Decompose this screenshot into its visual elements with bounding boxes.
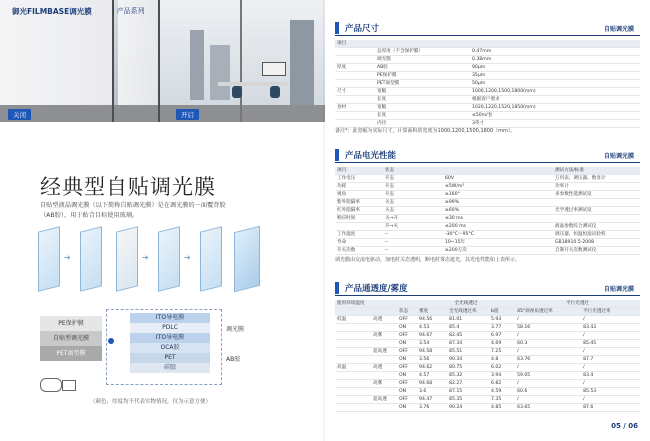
table-row xyxy=(335,231,640,239)
table-cell: / xyxy=(581,316,640,324)
table-cell: 81.01 xyxy=(447,316,489,324)
table-cell xyxy=(371,372,397,380)
table-cell xyxy=(371,324,397,332)
table-row xyxy=(335,332,640,340)
table-cell: / xyxy=(515,396,581,404)
table-cell: 高雾 xyxy=(371,380,397,388)
table-row xyxy=(335,396,640,404)
section-label: 自贴调光膜 xyxy=(603,153,634,160)
table-header-cell xyxy=(335,308,371,316)
table-cell: 94.62 xyxy=(417,364,447,372)
table-header-cell: b值 xyxy=(489,308,515,316)
table-cell: ≤200 ms xyxy=(443,223,553,231)
table-row xyxy=(335,183,640,191)
table-cell: ON xyxy=(397,372,417,380)
table-cell: 4.8 xyxy=(489,356,515,364)
table-cell: 35μm xyxy=(470,72,640,80)
table-cell: 82.45 xyxy=(447,332,489,340)
table-row xyxy=(335,175,640,183)
table-cell: 58.16 xyxy=(515,324,581,332)
table-cell xyxy=(335,356,371,364)
table-cell: 1000,1200,1500,1800(mm) xyxy=(470,88,640,96)
table-row xyxy=(335,316,640,324)
film-stack xyxy=(40,316,102,361)
table-row xyxy=(335,72,640,80)
table-header-cell: 使用环境温度 xyxy=(335,300,417,308)
detail-layer-oca: OCA胶 xyxy=(130,343,210,353)
table-cell: 3.56 xyxy=(417,356,447,364)
layer-pe-protect: PE保护膜 xyxy=(40,316,102,331)
table-cell: 3.77 xyxy=(489,324,515,332)
section-header xyxy=(335,282,640,296)
table-cell: 82.27 xyxy=(447,380,489,388)
table-cell xyxy=(335,372,371,380)
table-cell: 3.76 xyxy=(417,404,447,412)
table-cell xyxy=(371,388,397,396)
table-cell: 高雾 xyxy=(371,332,397,340)
table-cell xyxy=(335,324,371,332)
glass-sheet xyxy=(234,226,260,292)
table-header-row xyxy=(335,308,640,316)
table-row xyxy=(335,167,640,175)
table-cell: 59.05 xyxy=(515,372,581,380)
table-cell xyxy=(335,396,371,404)
table-cell: 50μm xyxy=(470,80,640,88)
table-cell: 超高透 xyxy=(371,348,397,356)
table-cell: 63.76 xyxy=(515,356,581,364)
table-cell: GB18910.5-2008 xyxy=(553,239,640,247)
table-cell: 卷材 xyxy=(335,104,375,112)
film-sheet xyxy=(38,226,60,291)
marker-dot-icon xyxy=(108,338,114,344)
table-cell xyxy=(375,40,470,48)
table-row xyxy=(335,388,640,396)
table-cell xyxy=(335,388,371,396)
table-cell: -- xyxy=(383,239,443,247)
table-cell: 工作电压 xyxy=(335,175,383,183)
transmittance-table xyxy=(335,300,640,412)
table-header-cell xyxy=(371,308,397,316)
layer-pet-release: PET离型膜 xyxy=(40,346,102,361)
table-cell: 低温 xyxy=(335,316,371,324)
table-cell: 总厚度（不含保护膜） xyxy=(375,48,470,56)
table-cell: / xyxy=(581,348,640,356)
table-cell: 高温 xyxy=(335,364,371,372)
table-cell: 3.94 xyxy=(489,372,515,380)
table-cell: PET离型膜 xyxy=(375,80,470,88)
label-ab: AB胶 xyxy=(226,356,241,363)
table-cell: 长度 xyxy=(375,112,470,120)
table-cell: 87.6 xyxy=(581,404,640,412)
table-cell: 红外阻隔率 xyxy=(335,207,383,215)
arrow-right-icon: ➜ xyxy=(64,253,71,262)
table-cell: 关→开 xyxy=(383,215,443,223)
table-cell: 87.34 xyxy=(447,340,489,348)
table-cell: 宽幅 xyxy=(375,88,470,96)
chair-icon xyxy=(270,86,280,98)
table-cell: 工作温度 xyxy=(335,231,383,239)
table-cell: 开态 xyxy=(383,191,443,199)
table-cell: 开→关 xyxy=(383,223,443,231)
table-cell: 超高透 xyxy=(371,396,397,404)
section-header xyxy=(335,22,640,36)
table-cell: 光学透过率测试仪 xyxy=(553,207,640,215)
table-header-row xyxy=(335,300,640,308)
table-cell: 开态 xyxy=(383,175,443,183)
detail-layer-ito: ITO导电膜 xyxy=(130,313,210,323)
table-cell: 寿命 xyxy=(335,239,383,247)
table-cell: 视角 xyxy=(335,191,383,199)
brand-subtitle: | 产品系列 xyxy=(112,7,145,15)
table-cell xyxy=(335,112,375,120)
table-cell xyxy=(553,199,640,207)
table-cell: OFF xyxy=(397,396,417,404)
table-cell: ≤30 ms xyxy=(443,215,553,223)
table-cell: 4.59 xyxy=(489,388,515,396)
table-cell xyxy=(335,332,371,340)
table-cell: ON xyxy=(397,324,417,332)
table-row xyxy=(335,96,640,104)
table-cell: 90.34 xyxy=(447,356,489,364)
table-cell: / xyxy=(515,348,581,356)
table-cell: 调压器、恒温恒湿试验机 xyxy=(553,231,640,239)
section-label: 自贴调光膜 xyxy=(603,26,634,33)
table-cell: 4.85 xyxy=(489,404,515,412)
table-cell: 6.82 xyxy=(489,380,515,388)
detail-layer-silicone: 硅胶 xyxy=(130,363,210,373)
table-cell: ON xyxy=(397,356,417,364)
table-row xyxy=(335,223,640,231)
table-header-cell: 全光线透过率 xyxy=(447,308,489,316)
table-row xyxy=(335,112,640,120)
table-cell: OFF xyxy=(397,380,417,388)
table-row xyxy=(335,104,640,112)
table-header-cell: 全光线透过 xyxy=(417,300,515,308)
table-cell: 85.45 xyxy=(581,340,640,348)
table-cell xyxy=(371,404,397,412)
table-cell xyxy=(470,40,640,48)
section-divider xyxy=(335,35,640,36)
illustration-note: （颜色、厚度均不代表实物情况，仅为示意方便） xyxy=(90,399,212,405)
layer-self-adhesive-film: 自贴型调光膜 xyxy=(40,331,102,346)
table-row xyxy=(335,199,640,207)
table-cell: 3.6 xyxy=(417,388,447,396)
table-cell: 关态 xyxy=(383,199,443,207)
table-cell xyxy=(335,348,371,356)
table-row xyxy=(335,356,640,364)
film-roll-icon xyxy=(40,378,62,392)
table-cell: 90.24 xyxy=(447,404,489,412)
table-cell: 宽幅 xyxy=(375,104,470,112)
table-header-cell: 状态 xyxy=(397,308,417,316)
label-film: 调光膜 xyxy=(226,326,245,333)
table-row xyxy=(335,348,640,356)
table-cell: 功耗 xyxy=(335,183,383,191)
table-cell: 0.47mm xyxy=(470,48,640,56)
table-cell: 项目 xyxy=(335,167,383,175)
table-row xyxy=(335,80,640,88)
table-row xyxy=(335,56,640,64)
monitor-icon xyxy=(262,62,286,76)
table-cell xyxy=(335,72,375,80)
table-header-cell: 雾度 xyxy=(417,308,447,316)
table-cell: ≥99% xyxy=(443,199,553,207)
chair-icon xyxy=(232,86,242,98)
table-cell: 80.75 xyxy=(447,364,489,372)
table-cell: 高透 xyxy=(371,316,397,324)
table-cell: 紫外阻隔率 xyxy=(335,199,383,207)
table-cell: 多参数性能测试仪 xyxy=(553,191,640,199)
table-cell xyxy=(335,223,383,231)
table-row xyxy=(335,88,640,96)
table-cell: 状态 xyxy=(383,167,443,175)
photo-building xyxy=(290,20,314,105)
table-row xyxy=(335,48,640,56)
table-cell xyxy=(371,340,397,348)
table-row xyxy=(335,215,640,223)
table-cell: / xyxy=(515,316,581,324)
table-cell: 万用表、调压器、数显计 xyxy=(553,175,640,183)
table-header-cell: 平行光透过 xyxy=(515,300,640,308)
table-cell xyxy=(335,340,371,348)
section-title: 产品通透度/雾度 xyxy=(345,284,408,294)
arrow-right-icon: ➜ xyxy=(184,253,191,262)
table-cell: 94.68 xyxy=(417,380,447,388)
table-cell: 内径 xyxy=(375,120,470,128)
table-cell: 83.43 xyxy=(581,324,640,332)
table-cell: / xyxy=(581,380,640,388)
table-cell: / xyxy=(581,332,640,340)
table-cell: 90μm xyxy=(470,64,640,72)
page-number: 05 / 06 xyxy=(611,422,638,430)
table-cell xyxy=(335,404,371,412)
table-cell: ≤50m/卷 xyxy=(470,112,640,120)
section-bar xyxy=(335,22,339,34)
table-cell xyxy=(335,56,375,64)
tag-off: 关闭 xyxy=(8,109,31,120)
film-sheets-illustration xyxy=(38,225,268,297)
table-cell: 85.35 xyxy=(447,396,489,404)
table-cell: -- xyxy=(383,231,443,239)
size-table xyxy=(335,40,640,128)
table-cell: ON xyxy=(397,404,417,412)
table-cell: 4.53 xyxy=(417,324,447,332)
table-row xyxy=(335,64,640,72)
detail-layer-pdlc: PDLC xyxy=(130,323,210,333)
table-cell: 长度 xyxy=(375,96,470,104)
size-note: 备注*：此宽幅为实际尺寸，计算面积的宽度为1000,1200,1500,1800（mm）。 xyxy=(335,128,516,134)
table-cell: 功率计 xyxy=(553,183,640,191)
table-cell: / xyxy=(581,364,640,372)
table-cell: 94.56 xyxy=(417,316,447,324)
table-row xyxy=(335,239,640,247)
table-cell: PE保护膜 xyxy=(375,72,470,80)
section-divider xyxy=(335,162,640,163)
optics-note: 调光膜由交流电驱动，加电时关态透明，断电时雾态遮光，其光电性能如上表所示。 xyxy=(335,257,521,263)
product-description: 自贴型液晶调光膜（以下简称自贴调光膜）是在调光膜的一面覆背胶（AB胶），用于贴合目标使用玻璃。 xyxy=(40,202,226,219)
table-cell: ≥60% xyxy=(443,207,553,215)
table-cell: 开态 xyxy=(383,183,443,191)
arrow-right-icon: ➜ xyxy=(142,253,149,262)
table-cell: 响应时间 xyxy=(335,215,383,223)
table-cell: 85.4 xyxy=(447,324,489,332)
table-header-cell: 平行光透过率 xyxy=(581,308,640,316)
table-cell xyxy=(335,380,371,388)
table-cell xyxy=(371,356,397,364)
table-row xyxy=(335,191,640,199)
table-cell: 87.7 xyxy=(581,356,640,364)
table-cell: ≤5W/m² xyxy=(443,183,553,191)
page-title: 经典型自贴调光膜 xyxy=(40,175,216,199)
product-photo xyxy=(0,0,325,122)
table-cell: AB胶 xyxy=(375,64,470,72)
table-cell xyxy=(443,167,553,175)
table-cell: / xyxy=(581,396,640,404)
section-bar xyxy=(335,149,339,161)
brand-name: 御光FILMBASE调光膜 xyxy=(12,7,92,16)
table-cell: 6.97 xyxy=(489,332,515,340)
brand-bar xyxy=(0,0,325,24)
section-bar xyxy=(335,282,339,294)
photo-floor xyxy=(0,105,325,122)
table-cell: 85.32 xyxy=(447,372,489,380)
detail-layer-pet: PET xyxy=(130,353,210,363)
photo-building xyxy=(210,45,230,100)
table-cell: ON xyxy=(397,388,417,396)
tag-on: 开启 xyxy=(176,109,199,120)
table-cell: 液晶参数综合测试仪 xyxy=(553,223,640,231)
table-cell: ≥160° xyxy=(443,191,553,199)
table-cell: / xyxy=(515,332,581,340)
table-cell: 1020,1220,1520,1850(mm) xyxy=(470,104,640,112)
optics-table xyxy=(335,167,640,255)
film-sheet xyxy=(80,226,102,291)
table-cell: 7.35 xyxy=(489,396,515,404)
table-cell: 94.58 xyxy=(417,348,447,356)
table-cell: / xyxy=(515,380,581,388)
table-header-cell: 45°斜视角透过率 xyxy=(515,308,581,316)
table-cell: OFF xyxy=(397,316,417,324)
table-cell: -30°C～95°C xyxy=(443,231,553,239)
table-cell: OFF xyxy=(397,348,417,356)
table-cell: 83.4 xyxy=(581,372,640,380)
table-cell xyxy=(553,215,640,223)
table-cell xyxy=(335,96,375,104)
table-cell: ON xyxy=(397,340,417,348)
table-cell: 3.54 xyxy=(417,340,447,348)
table-cell: 60V xyxy=(443,175,553,183)
table-cell: OFF xyxy=(397,364,417,372)
table-cell: 项目 xyxy=(335,40,375,48)
section-divider xyxy=(335,295,640,296)
table-cell: 自制开关次数测试仪 xyxy=(553,247,640,255)
table-cell: 94.67 xyxy=(417,332,447,340)
table-cell: / xyxy=(515,364,581,372)
table-cell: 根据客户要求 xyxy=(470,96,640,104)
table-row xyxy=(335,364,640,372)
table-row xyxy=(335,380,640,388)
table-row xyxy=(335,247,640,255)
section-title: 产品电光性能 xyxy=(345,151,397,161)
table-cell: 5.93 xyxy=(489,316,515,324)
table-cell: 63.65 xyxy=(515,404,581,412)
right-page xyxy=(325,0,650,441)
film-sheet xyxy=(158,226,180,291)
film-roll-icon xyxy=(62,380,76,391)
table-row xyxy=(335,340,640,348)
table-cell: OFF xyxy=(397,332,417,340)
table-cell xyxy=(335,80,375,88)
section-title: 产品尺寸 xyxy=(345,24,380,34)
section-header xyxy=(335,149,640,163)
table-row xyxy=(335,207,640,215)
table-cell: 87.15 xyxy=(447,388,489,396)
table-cell: 开关次数 xyxy=(335,247,383,255)
table-row xyxy=(335,40,640,48)
table-cell: 调光膜 xyxy=(375,56,470,64)
table-row xyxy=(335,324,640,332)
film-sheet xyxy=(200,226,222,291)
table-cell: ≥200万次 xyxy=(443,247,553,255)
table-row xyxy=(335,372,640,380)
table-cell: 6.02 xyxy=(489,364,515,372)
table-cell: 94.47 xyxy=(417,396,447,404)
table-cell: 3英寸 xyxy=(470,120,640,128)
table-cell: 60.6 xyxy=(515,388,581,396)
table-cell: 测试方法/标准 xyxy=(553,167,640,175)
table-cell: 高透 xyxy=(371,364,397,372)
table-cell: 85.51 xyxy=(447,348,489,356)
film-sheet xyxy=(116,226,138,291)
detail-layer-ito: ITO导电膜 xyxy=(130,333,210,343)
table-cell: 0.38mm xyxy=(470,56,640,64)
table-cell: 4.57 xyxy=(417,372,447,380)
table-row xyxy=(335,404,640,412)
table-cell: 尺寸 xyxy=(335,88,375,96)
table-cell: 关态 xyxy=(383,207,443,215)
table-cell: 10~15年 xyxy=(443,239,553,247)
table-cell: 85.53 xyxy=(581,388,640,396)
table-cell: 7.25 xyxy=(489,348,515,356)
table-cell: 4.69 xyxy=(489,340,515,348)
table-cell: 60.3 xyxy=(515,340,581,348)
table-cell: -- xyxy=(383,247,443,255)
table-cell xyxy=(335,48,375,56)
section-label: 自贴调光膜 xyxy=(603,286,634,293)
table-cell: 厚度 xyxy=(335,64,375,72)
photo-building xyxy=(190,30,204,100)
